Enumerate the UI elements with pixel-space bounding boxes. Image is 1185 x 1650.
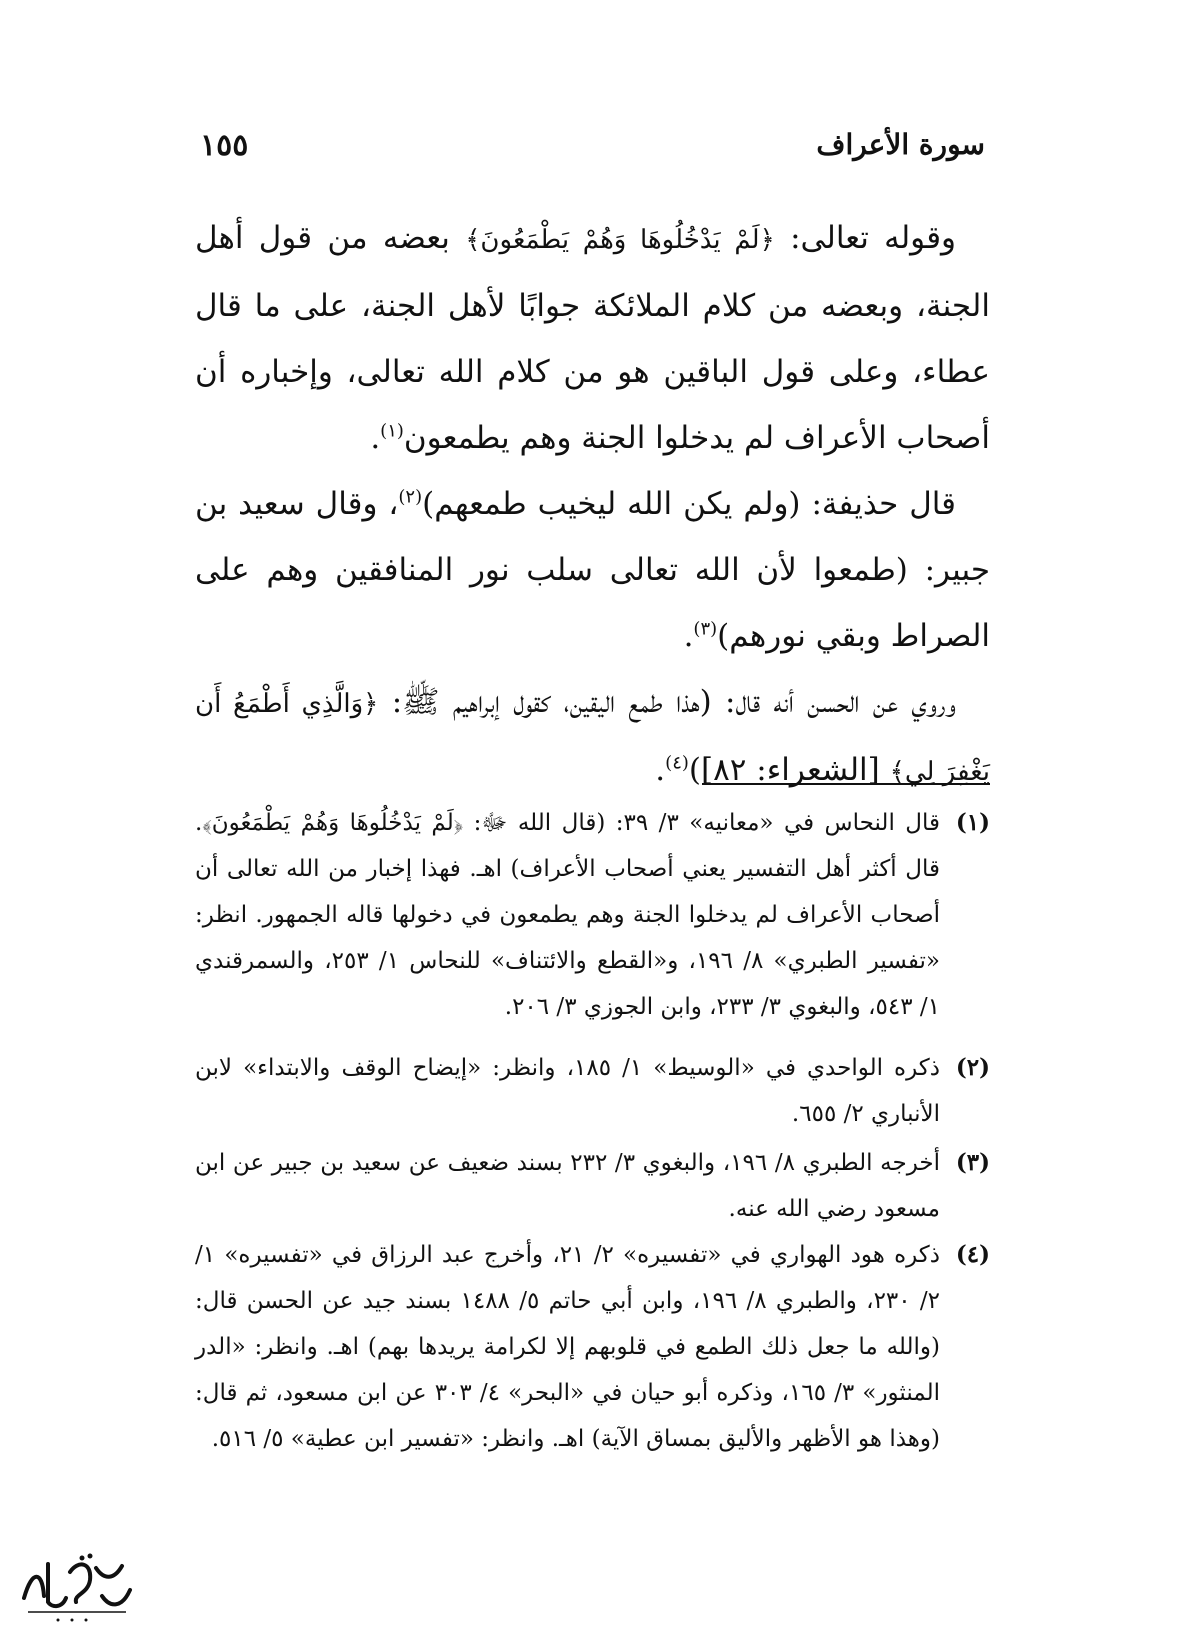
p2-body: قال حذيفة: (ولم يكن الله ليخيب طمعهم) — [422, 486, 956, 522]
footnote-3 — [195, 1140, 990, 1232]
footnote-text: قال النحاس في «معانيه» ٣/ ٣٩: (قال الله ﷻ: ﴿لَمْ يَدْخُلُوهَا وَهُمْ يَطْمَعُونَ﴾. قال أكثر أهل التفسير يعني أصحاب الأعراف) اهـ. فهذا إخبار من الله تعالى أن أصحاب الأعراف لم يدخلوا الجنة وهم يطمعون في دخولها قاله الجمهور. انظر: «تفسير الطبري» ٨/ ١٩٦، و«القطع والائتناف» للنحاس ١/ ٢٥٣، والسمرقندي ١/ ٥٤٣، والبغوي ٣/ ٢٣٣، وابن الجوزي ٣/ ٢٠٦. — [195, 810, 940, 1020]
paragraph-2 — [195, 471, 990, 669]
footnote-ref-2[interactable]: (٢) — [398, 486, 423, 508]
footnote-ref-3[interactable]: (٣) — [693, 618, 718, 640]
p3-body: وروي عن الحسن أنه قال: (هذا طمع اليقين، كقول إبراهيم ﷺ: — [378, 684, 956, 720]
footnote-text: أخرجه الطبري ٨/ ١٩٦، والبغوي ٣/ ٢٣٢ بسند ضعيف عن سعيد بن جبير عن ابن مسعود رضي الله عنه. — [195, 1150, 940, 1222]
footnote-text: ذكره هود الهواري في «تفسيره» ٢/ ٢١، وأخرج عبد الرزاق في «تفسيره» ١/ ٢/ ٢٣٠، والطبري ٨/ ١٩٦، وابن أبي حاتم ٥/ ١٤٨٨ بسند جيد عن الحسن قال: (والله ما جعل ذلك الطمع في قلوبهم إلا لكرامة يريدها بهم) اهـ. وانظر: «الدر المنثور» ٣/ ١٦٥، وذكره أبو حيان في «البحر» ٤/ ٣٠٣ عن ابن مسعود، ثم قال: (وهذا هو الأظهر والأليق بمساق الآية) اهـ. وانظر: «تفسير ابن عطية» ٥/ ٥١٦. — [195, 1242, 941, 1452]
page-number: ١٥٥ — [200, 128, 249, 163]
p1-body: بعضه من قول أهل الجنة، وبعضه من كلام الملائكة جوابًا لأهل الجنة، على ما قال عطاء، وعلى قول الباقين هو من كلام الله تعالى، وإخباره أن أصحاب الأعراف لم يدخلوا الجنة وهم يطمعون — [195, 220, 990, 456]
footnote-number: (٤) — [955, 1241, 990, 1268]
surah-title: سورة الأعراف — [816, 128, 985, 161]
quran-verse-1: ﴿لَمْ يَدْخُلُوهَا وَهُمْ يَطْمَعُونَ﴾ — [465, 225, 775, 255]
footnote-4 — [195, 1232, 990, 1462]
footnote-number: (٢) — [955, 1054, 990, 1081]
page-header — [200, 128, 985, 178]
p1-period: . — [370, 420, 381, 456]
p2-period: . — [683, 618, 694, 654]
p1-intro: وقوله تعالى: — [774, 220, 956, 256]
main-text — [195, 205, 990, 805]
footnote-1 — [195, 800, 990, 1030]
footnote-text: ذكره الواحدي في «الوسيط» ١/ ١٨٥، وانظر: «إيضاح الوقف والابتداء» لابن الأنباري ٢/ ٦٥٥. — [195, 1055, 940, 1127]
footnote-ref-1[interactable]: (١) — [380, 420, 404, 442]
footnote-number: (١) — [955, 809, 990, 836]
footnote-2 — [195, 1045, 990, 1137]
p3-period: . — [655, 752, 666, 788]
footnote-ref-4[interactable]: (٤) — [665, 752, 689, 774]
quran-verse-2: ﴿وَالَّذِي أَطْمَعُ أَن يَغْفِرَ لِي﴾ — [195, 689, 990, 787]
paragraph-1 — [195, 205, 990, 471]
p2-body-b: ، وقال سعيد بن جبير: (طمعوا لأن الله تعالى سلب نور المنافقين وهم على الصراط وبقي نورهم) — [195, 486, 990, 654]
publisher-logo — [18, 1550, 136, 1628]
footnote-divider — [702, 783, 990, 785]
p3-body-b: [الشعراء: ٨٢]) — [688, 752, 890, 788]
footnote-number: (٣) — [955, 1149, 990, 1176]
